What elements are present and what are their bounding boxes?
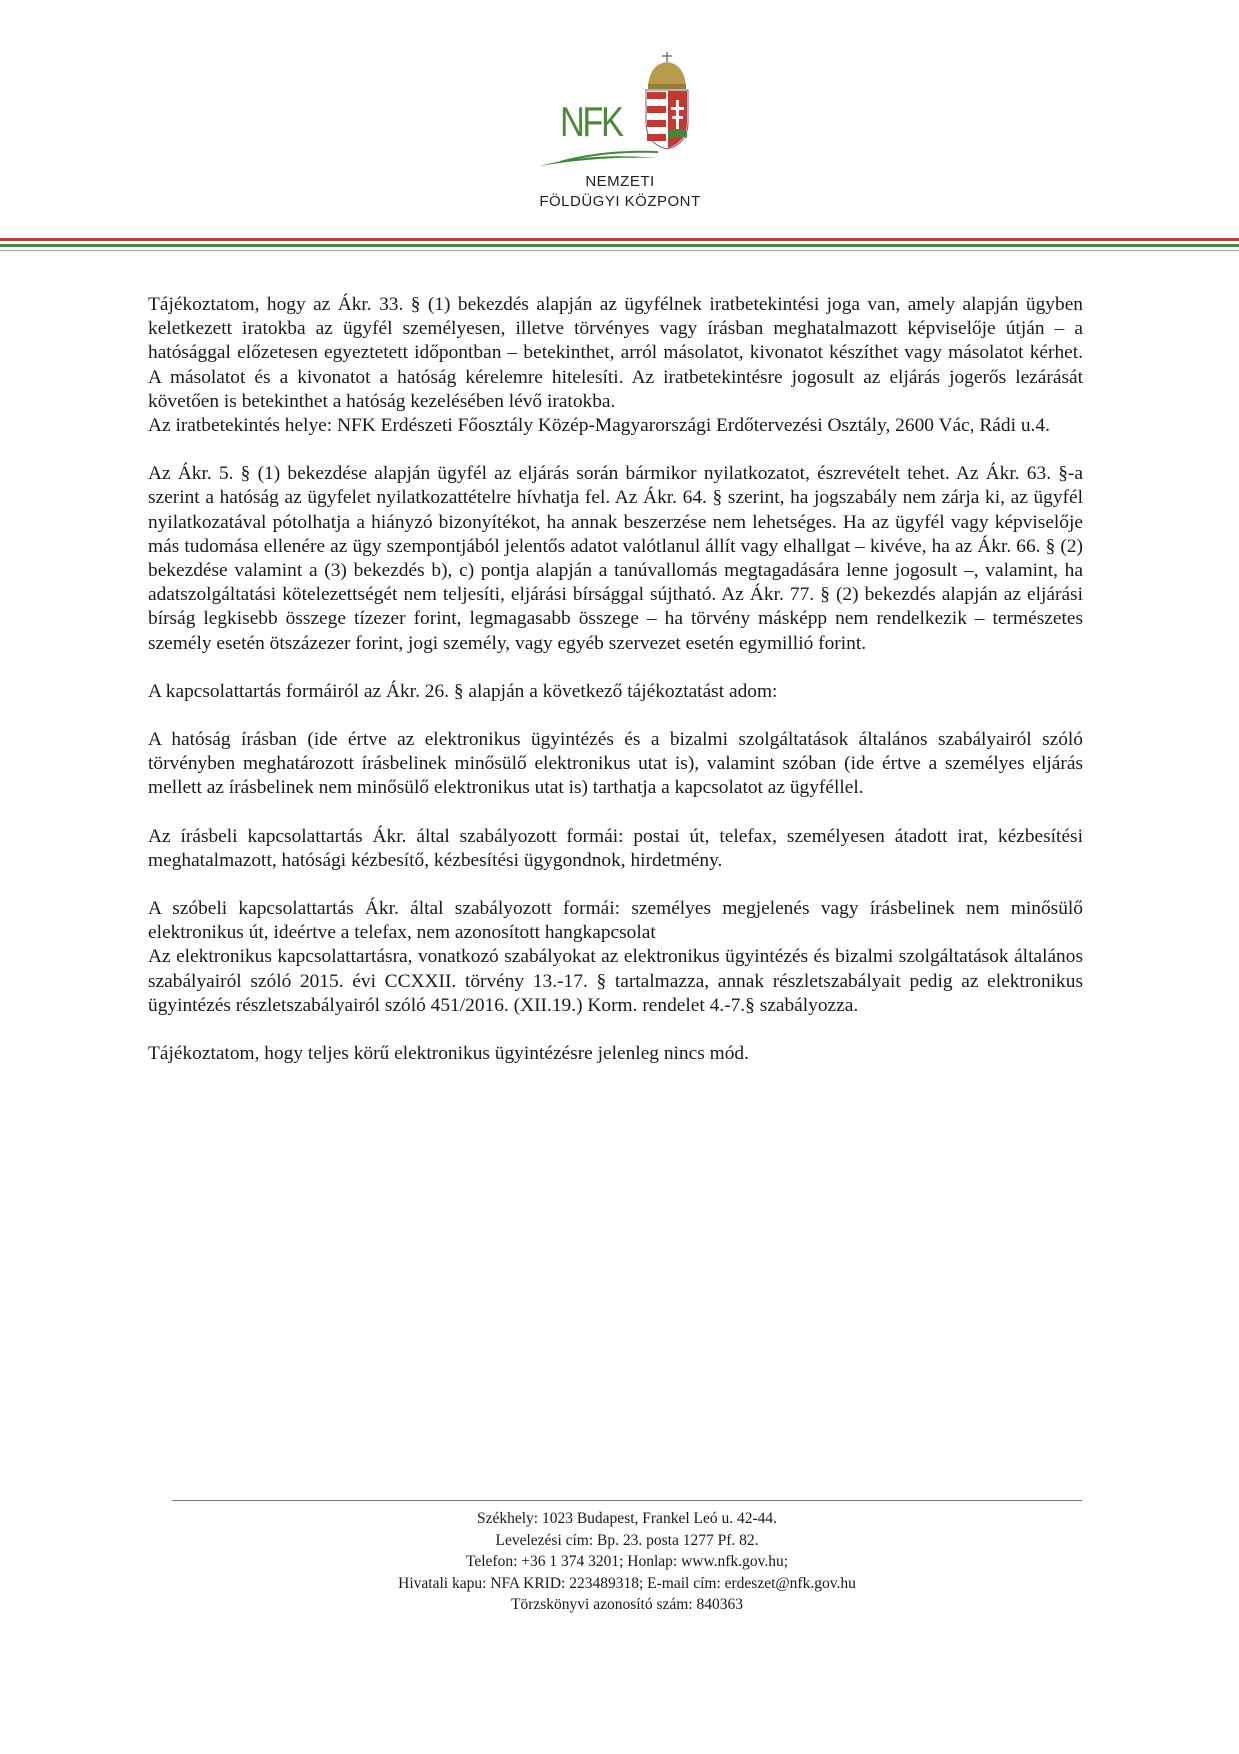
paragraph-elektronikus: Az elektronikus kapcsolattartásra, vonatkozó szabályokat az elektronikus ügyintézés és bizalmi szolgáltatások általános szabályairól szóló 2015. évi CCXXII. törvény 13.-17. § tartalmazza, annak részletszabályait pedig az elektronikus ügyintézés részletszabályairól szóló 451/2016. (XII.19.) Korm. rendelet 4.-7.§ szabályozza. xyxy=(148,946,1083,1016)
footer-address: Székhely: 1023 Budapest, Frankel Leó u. 42-44. xyxy=(476,1510,778,1527)
header-rule xyxy=(0,250,1239,251)
paragraph-irasbeli: Az írásbeli kapcsolattartás Ákr. által szabályozott formái: postai út, telefax, személyesen átadott irat, kézbesítési meghatalmazott, hatósági kézbesítő, kézbesítési ügygondnok, hirdetmény. xyxy=(148,825,1083,871)
letterhead-logo xyxy=(520,50,720,220)
letter-body xyxy=(148,293,1083,1090)
footer-gateway-email: Hivatali kapu: NFA KRID: 223489318; E-mail cím: erdeszet@nfk.gov.hu xyxy=(398,1574,856,1592)
letterhead-footer xyxy=(172,1508,1082,1616)
footer-rule xyxy=(172,1500,1082,1501)
footer-phone-web: Telefon: +36 1 374 3201; Honlap: www.nfk.gov.hu; xyxy=(465,1553,789,1570)
logo-swoosh-icon xyxy=(540,146,660,168)
logo-wordmark: NFK xyxy=(560,98,622,145)
paragraph-iratbetekintes: Tájékoztatom, hogy az Ákr. 33. § (1) bekezdés alapján az ügyfélnek iratbetekintési joga van, amely alapján ügyben keletkezett iratokba az ügyfél személyesen, illetve törvényes vagy írásban meghatalmazott képviselője útján – a hatósággal előzetesen egyeztetett időpontban – betekinthet, arról másolatot, kivonatot készíthet vagy másolatot kérhet. A másolatot és a kivonatot a hatóság kérelemre hitelesíti. Az iratbetekintésre jogosult az eljárás jogerős lezárását követően is betekinthet a hatóság kezelésében lévő iratokba. xyxy=(148,294,1083,412)
paragraph-iratbetekintes-helye: Az iratbetekintés helye: NFK Erdészeti Főosztály Közép-Magyarországi Erdőtervezési Osztály, 2600 Vác, Rádi u.4. xyxy=(148,415,1050,437)
paragraph-kapcsolattartas-modjai: A hatóság írásban (ide értve az elektronikus ügyintézés és a bizalmi szolgáltatások általános szabályairól szóló törvényben meghatározott írásbelinek minősülő elektronikus utat is), valamint szóban (ide értve a személyes eljárás mellett az írásbelinek nem minősülő elektronikus utat is) tarthatja a kapcsolatot az ügyféllel. xyxy=(148,729,1083,799)
paragraph-closing: Tájékoztatom, hogy teljes körű elektronikus ügyintézésre jelenleg nincs mód. xyxy=(148,1043,749,1065)
paragraph-nyilatkozat: Az Ákr. 5. § (1) bekezdése alapján ügyfél az eljárás során bármikor nyilatkozatot, észrevételt tehet. Az Ákr. 63. §-a szerint a hatóság az ügyfelet nyilatkozattételre hívhatja fel. Az Ákr. 64. § szerint, ha jogszabály nem zárja ki, az ügyfél nyilatkozatával pótolhatja a hiányzó bizonyítékot, ha annak beszerzése nem lehetséges. Ha az ügyfél vagy képviselője más tudomása ellenére az ügy szempontjából jelentős adatot valótlanul állít vagy elhallgat – kivéve, ha az Ákr. 66. § (2) bekezdése valamint a (3) bekezdés b), c) pontja alapján a tanúvallomás megtagadására lenne jogosult –, valamint, ha adatszolgáltatási kötelezettségét nem teljesíti, eljárási bírsággal sújtható. Az Ákr. 77. § (2) bekezdés alapján az eljárási bírság legkisebb összege tízezer forint, legmagasabb összege – ha törvény másképp nem rendelkezik – természetes személy esetén ötszázezer forint, jogi személy, vagy egyéb szervezet esetén egymillió forint. xyxy=(148,463,1083,654)
footer-registry-id: Törzskönyvi azonosító szám: 840363 xyxy=(510,1596,744,1613)
organization-name-line2: FÖLDÜGYI KÖZPONT xyxy=(539,193,701,210)
footer-mailing-address: Levelezési cím: Bp. 23. posta 1277 Pf. 82. xyxy=(495,1531,759,1549)
header-stripe-green xyxy=(0,244,1239,247)
organization-name-line1: NEMZETI xyxy=(585,173,655,190)
coat-of-arms-icon xyxy=(642,50,692,150)
paragraph-kapcsolattartas-intro: A kapcsolattartás formáiról az Ákr. 26. § alapján a következő tájékoztatást adom: xyxy=(148,680,778,702)
paragraph-szobeli: A szóbeli kapcsolattartás Ákr. által szabályozott formái: személyes megjelenés vagy írásbelinek nem minősülő elektronikus út, ideértve a telefax, nem azonosított hangkapcsolat xyxy=(148,898,1083,944)
